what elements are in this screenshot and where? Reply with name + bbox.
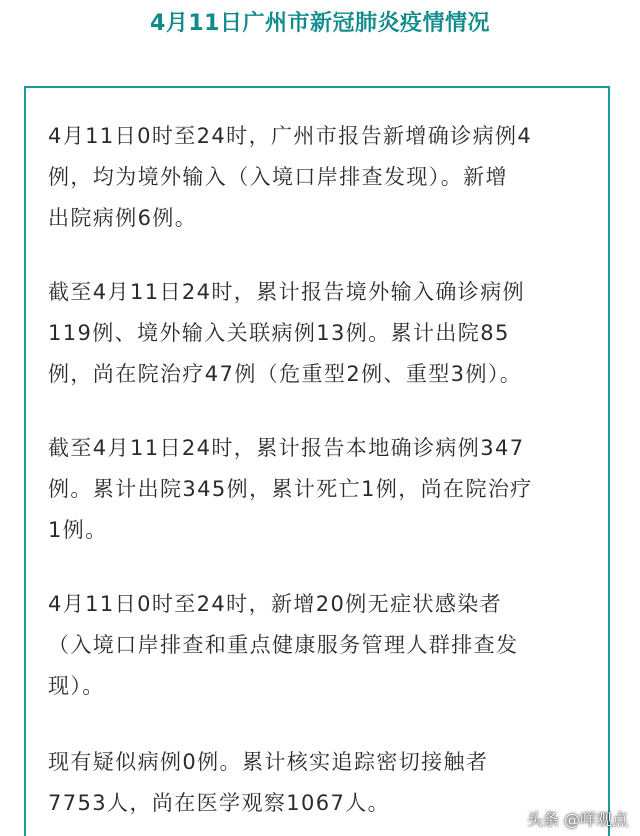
paragraph-imported-cumulative: 截至4月11日24时，累计报告境外输入确诊病例 119例、境外输入关联病例13例。累计出院85 例，尚在院治疗47例（危重型2例、重型3例）。: [48, 280, 526, 386]
paragraph-suspected-contacts: 现有疑似病例0例。累计核实追踪密切接触者 7753人，尚在医学观察1067人。: [48, 750, 489, 815]
paragraph-asymptomatic: 4月11日0时至24时，新增20例无症状感染者 （入境口岸排查和重点健康服务管理人群排查发 现）。: [48, 592, 519, 698]
page-title: 4月11日广州市新冠肺炎疫情情况: [150, 11, 490, 36]
paragraph-new-cases: 4月11日0时至24时，广州市报告新增确诊病例4 例，均为境外输入（入境口岸排查发现）。新增 出院病例6例。: [48, 124, 533, 230]
paragraph-local-cumulative: 截至4月11日24时，累计报告本地确诊病例347 例。累计出院345例，累计死亡1例，尚在院治疗 1例。: [48, 436, 533, 542]
watermark-text: 头条 @咩观点: [526, 810, 628, 829]
content-box: [24, 86, 610, 836]
